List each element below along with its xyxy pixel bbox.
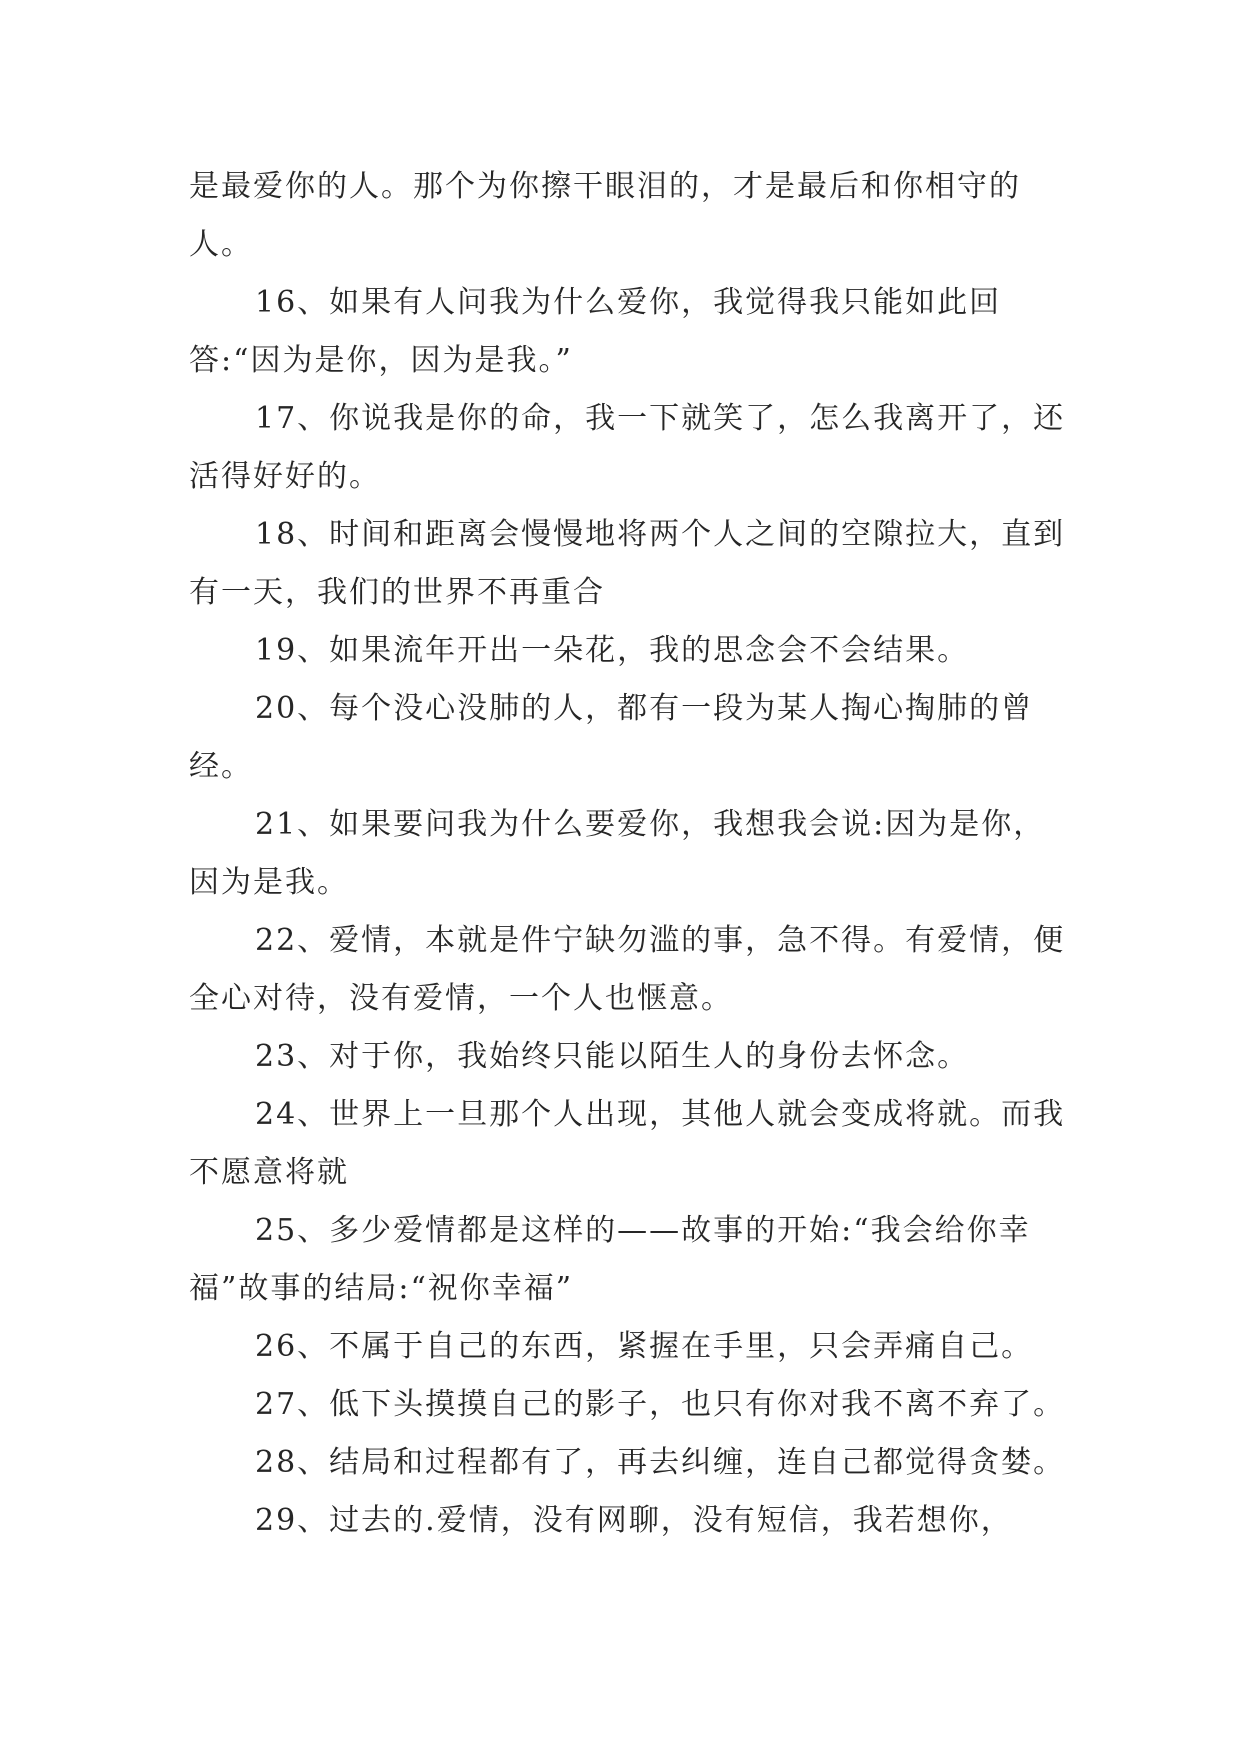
- paragraph-27: 27、低下头摸摸自己的影子，也只有你对我不离不弃了。: [255, 1387, 1066, 1422]
- paragraph-17: 17、你说我是你的命，我一下就笑了，怎么我离开了，还活得好好的。: [189, 401, 1066, 494]
- paragraph-24: 24、世界上一旦那个人出现，其他人就会变成将就。而我不愿意将就: [189, 1097, 1066, 1190]
- paragraph-continued: 是最爱你的人。那个为你擦干眼泪的，才是最后和你相守的人。: [189, 169, 1021, 262]
- paragraph-25: 25、多少爱情都是这样的——故事的开始:“我会给你幸福”故事的结局:“祝你幸福”: [189, 1213, 1031, 1306]
- paragraph-16: 16、如果有人问我为什么爱你，我觉得我只能如此回答:“因为是你，因为是我。”: [189, 285, 1002, 378]
- paragraph-29: 29、过去的.爱情，没有网聊，没有短信，我若想你，: [255, 1503, 1013, 1538]
- paragraph-19: 19、如果流年开出一朵花，我的思念会不会结果。: [255, 633, 970, 668]
- paragraph-20: 20、每个没心没肺的人，都有一段为某人掏心掏肺的曾经。: [189, 691, 1034, 784]
- paragraph-26: 26、不属于自己的东西，紧握在手里，只会弄痛自己。: [255, 1329, 1034, 1364]
- paragraph-23: 23、对于你，我始终只能以陌生人的身份去怀念。: [255, 1039, 970, 1074]
- paragraph-22: 22、爱情，本就是件宁缺勿滥的事，急不得。有爱情，便全心对待，没有爱情，一个人也惬意。: [189, 923, 1066, 1016]
- paragraph-28: 28、结局和过程都有了，再去纠缠，连自己都觉得贪婪。: [255, 1445, 1066, 1480]
- document-body: [189, 158, 1069, 1550]
- paragraph-18: 18、时间和距离会慢慢地将两个人之间的空隙拉大，直到有一天，我们的世界不再重合: [189, 517, 1066, 610]
- paragraph-21: 21、如果要问我为什么要爱你，我想我会说:因为是你，因为是我。: [189, 807, 1046, 900]
